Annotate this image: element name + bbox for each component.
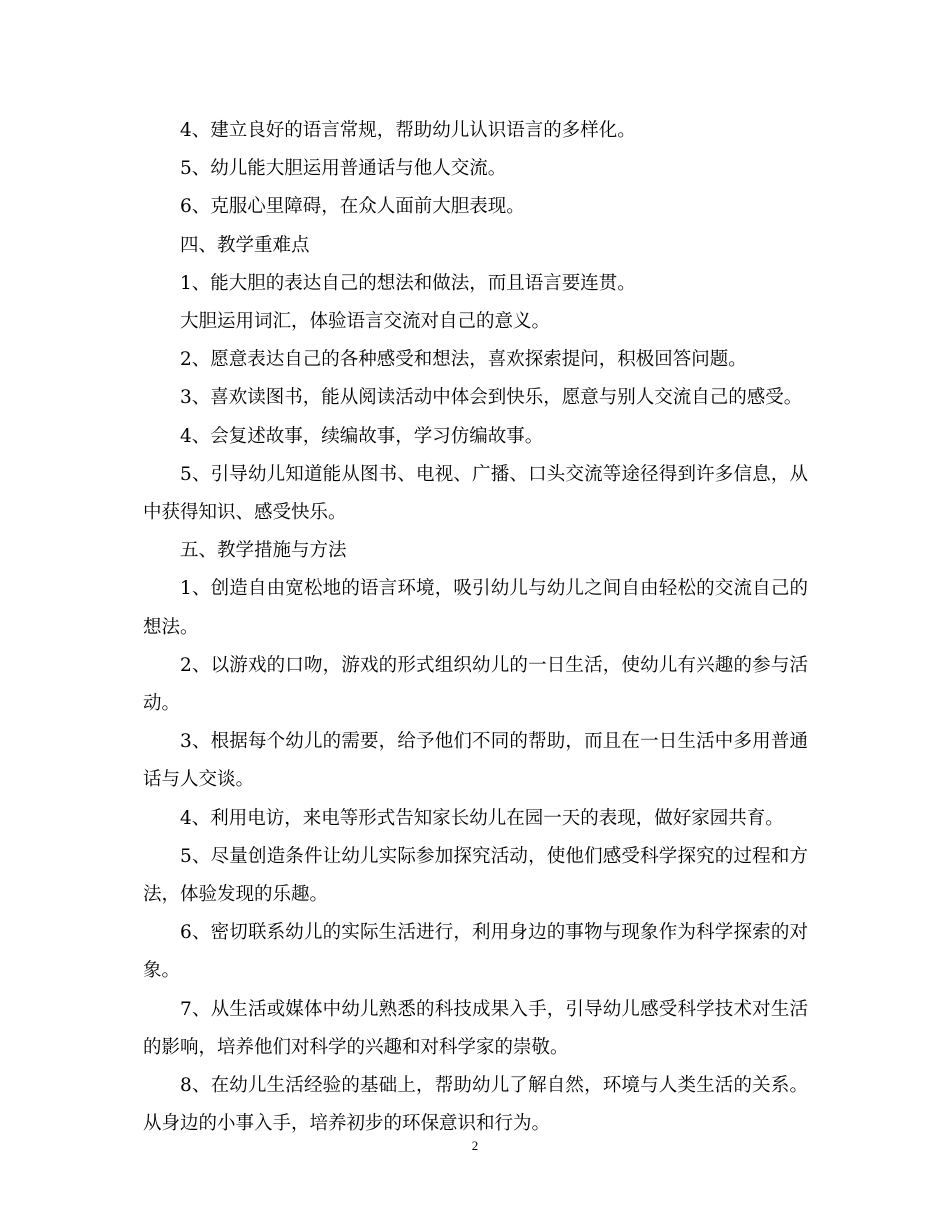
section-heading: 五、教学措施与方法 xyxy=(180,540,347,562)
list-item: 1、能大胆的表达自己的想法和做法，而且语言要连贯。 xyxy=(180,272,636,294)
list-item: 3、根据每个幼儿的需要，给予他们不同的帮助，而且在一日生活中多用普通话与人交谈。 xyxy=(143,731,808,791)
list-item: 5、引导幼儿知道能从图书、电视、广播、口头交流等途径得到许多信息，从中获得知识、感受快乐。 xyxy=(143,463,808,524)
list-item: 6、克服心里障碍，在众人面前大胆表现。 xyxy=(180,196,525,218)
list-item: 6、密切联系幼儿的实际生活进行，利用身边的事物与现象作为科学探索的对象。 xyxy=(143,922,808,982)
page-number: 2 xyxy=(471,1138,479,1153)
list-item: 2、以游戏的口吻，游戏的形式组织幼儿的一日生活，使幼儿有兴趣的参与活动。 xyxy=(143,654,808,715)
list-item: 3、喜欢读图书，能从阅读活动中体会到快乐，愿意与别人交流自己的感受。 xyxy=(180,387,803,409)
paragraph: 大胆运用词汇，体验语言交流对自己的意义。 xyxy=(180,311,551,333)
list-item: 5、尽量创造条件让幼儿实际参加探究活动，使他们感受科学探究的过程和方法，体验发现的乐趣。 xyxy=(143,845,808,906)
document-body xyxy=(143,112,808,1143)
list-item: 4、建立良好的语言常规，帮助幼儿认识语言的多样化。 xyxy=(180,120,636,141)
list-item: 4、利用电访，来电等形式告知家长幼儿在园一天的表现，做好家园共育。 xyxy=(180,807,784,829)
list-item: 2、愿意表达自己的各种感受和想法，喜欢探索提问，积极回答问题。 xyxy=(180,349,747,371)
list-item: 7、从生活或媒体中幼儿熟悉的科技成果入手，引导幼儿感受科学技术对生活的影响，培养他们对科学的兴趣和对科学家的崇敬。 xyxy=(143,998,808,1058)
list-item: 5、幼儿能大胆运用普通话与他人交流。 xyxy=(180,158,507,180)
list-item: 8、在幼儿生活经验的基础上，帮助幼儿了解自然，环境与人类生活的关系。从身边的小事入手，培养初步的环保意识和行为。 xyxy=(143,1075,808,1135)
list-item: 1、创造自由宽松地的语言环境，吸引幼儿与幼儿之间自由轻松的交流自己的想法。 xyxy=(143,578,808,638)
section-heading: 四、教学重难点 xyxy=(180,234,310,256)
list-item: 4、会复述故事，续编故事，学习仿编故事。 xyxy=(180,425,544,447)
